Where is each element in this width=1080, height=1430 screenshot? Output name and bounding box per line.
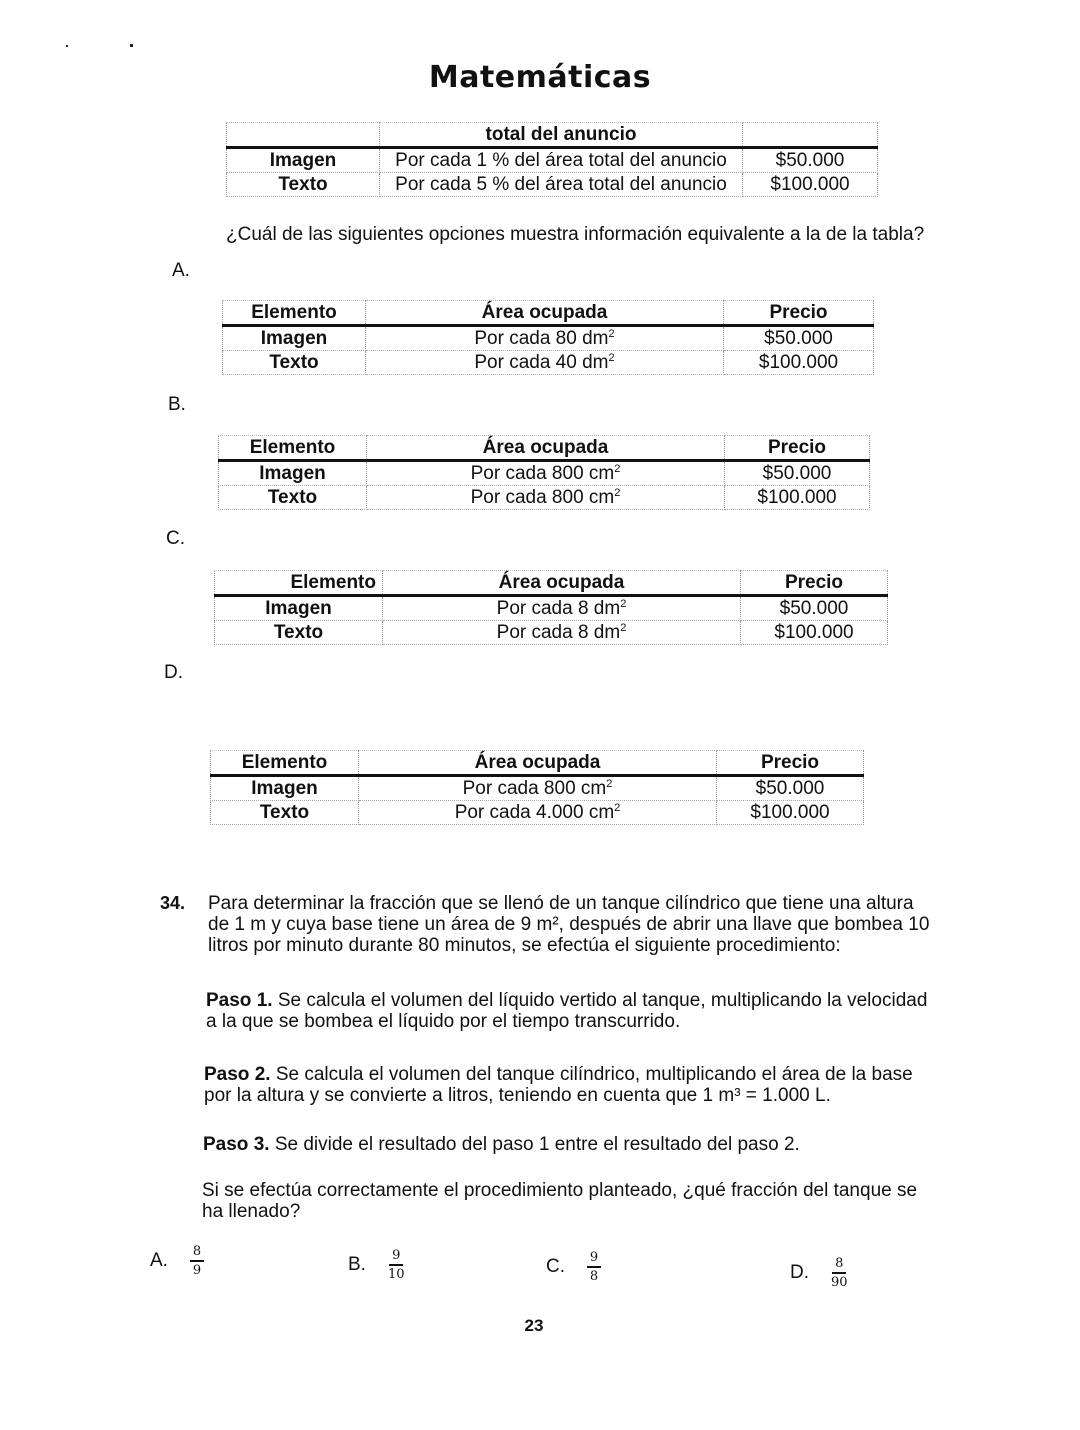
source-table — [226, 122, 878, 197]
answer-c[interactable]: C. $\frac{9}{8}$ — [546, 1250, 601, 1284]
table-row: Texto Por cada 5 % del área total del anuncio $100.000 — [227, 173, 878, 197]
table-row: Imagen Por cada 8 $dm^2$ $50.000 — [215, 596, 888, 621]
header-cell — [227, 123, 380, 148]
step-3: Paso 3. Se divide el resultado del paso 1 entre el resultado del paso 2. — [203, 1134, 800, 1155]
table-row: Texto Por cada 4.000 $cm^2$ $100.000 — [211, 801, 864, 825]
option-b-table[interactable]: Elemento Área ocupada Precio Imagen Por cada 800 $cm^2$ $50.000 Texto Por cada 800 $cm^2$ $100.000 — [218, 435, 870, 510]
table-row: Texto Por cada 8 $dm^2$ $100.000 — [215, 621, 888, 645]
table-row: Imagen Por cada 1 % del área total del anuncio $50.000 — [227, 148, 878, 173]
fraction: $\frac{8}{9}$ — [190, 1244, 204, 1278]
table-row: Imagen Por cada 80 $dm^2$ $50.000 — [223, 326, 874, 351]
answer-d[interactable]: D. $\frac{8}{90}$ — [790, 1256, 848, 1290]
answer-b[interactable]: B. $\frac{9}{10}$ — [348, 1248, 405, 1282]
option-label-b: B. — [168, 394, 186, 415]
scan-speck — [66, 45, 68, 47]
scan-speck — [130, 44, 133, 47]
table-row: Imagen Por cada 800 $cm^2$ $50.000 — [219, 461, 870, 486]
page-number: 23 — [524, 1316, 544, 1335]
question-number: 34. — [160, 893, 186, 913]
fraction: $\frac{9}{10}$ — [387, 1248, 405, 1282]
header-cell — [743, 123, 878, 148]
option-label-d: D. — [164, 662, 183, 683]
page-title: Matemáticas — [428, 60, 652, 95]
header-cell: total del anuncio — [380, 123, 743, 148]
table-row: Texto Por cada 800 $cm^2$ $100.000 — [219, 486, 870, 510]
step-label: Paso 1. — [206, 990, 273, 1011]
option-label-c: C. — [166, 528, 185, 549]
step-2: Paso 2. Se calcula el volumen del tanque cilíndrico, multiplicando el área de la base por la altura y se convierte a litros, teniendo en cuenta que 1 m³ = 1.000 L. — [204, 1064, 913, 1106]
step-1: Paso 1. Se calcula el volumen del líquido vertido al tanque, multiplicando la velocidad a la que se bombea el líquido por el tiempo transcurrido. — [206, 990, 928, 1032]
step-label: Paso 3. — [203, 1134, 270, 1155]
option-c-table[interactable]: Elemento Área ocupada Precio Imagen Por cada 8 $dm^2$ $50.000 Texto Por cada 8 $dm^2$ $100.000 — [214, 570, 888, 645]
question-prompt: ¿Cuál de las siguientes opciones muestra información equivalente a la de la tabla? — [226, 224, 925, 245]
step-label: Paso 2. — [204, 1064, 271, 1085]
fraction: $\frac{8}{90}$ — [831, 1256, 848, 1290]
question-34-prompt: Si se efectúa correctamente el procedimiento planteado, ¿qué fracción del tanque se ha llenado? — [202, 1180, 918, 1222]
option-label-a: A. — [172, 260, 190, 281]
table-row: Texto Por cada 40 $dm^2$ $100.000 — [223, 351, 874, 375]
option-d-table[interactable]: Elemento Área ocupada Precio Imagen Por cada 800 $cm^2$ $50.000 Texto Por cada 4.000 $cm^2$ $100.000 — [210, 750, 864, 825]
question-34-intro: Para determinar la fracción que se llenó de un tanque cilíndrico que tiene una altura de 1 m y cuya base tiene un área de 9 m², después de abrir una llave que bombea 10 litros por minuto durante 80 minutos, se efectúa el siguiente procedimiento: — [208, 893, 930, 956]
fraction: $\frac{9}{8}$ — [587, 1250, 601, 1284]
answer-a[interactable]: A. $\frac{8}{9}$ — [150, 1244, 204, 1278]
option-a-table[interactable]: Elemento Área ocupada Precio Imagen Por cada 80 $dm^2$ $50.000 Texto Por cada 40 $dm^2$ $100.000 — [222, 300, 874, 375]
table-row: Imagen Por cada 800 $cm^2$ $50.000 — [211, 776, 864, 801]
